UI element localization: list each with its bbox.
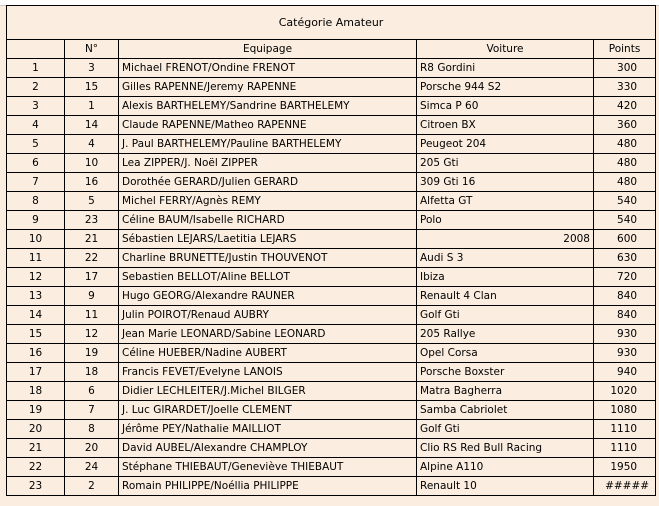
number-cell[interactable]: 1 <box>65 97 119 116</box>
car-cell[interactable]: Samba Cabriolet <box>417 401 594 420</box>
rank-cell[interactable]: 4 <box>7 116 65 135</box>
rank-cell[interactable]: 6 <box>7 154 65 173</box>
points-cell[interactable]: 840 <box>594 306 656 325</box>
table-row <box>7 325 656 344</box>
rank-cell[interactable]: 21 <box>7 439 65 458</box>
table-row <box>7 192 656 211</box>
header-number[interactable]: N° <box>65 40 119 59</box>
team-cell[interactable]: Alexis BARTHELEMY/Sandrine BARTHELEMY <box>119 97 417 116</box>
table-row <box>7 477 656 496</box>
car-cell[interactable]: Golf Gti <box>417 306 594 325</box>
number-cell[interactable]: 23 <box>65 211 119 230</box>
team-cell[interactable]: Dorothée GERARD/Julien GERARD <box>119 173 417 192</box>
number-cell[interactable]: 4 <box>65 135 119 154</box>
car-cell[interactable]: Ibiza <box>417 268 594 287</box>
number-cell[interactable]: 14 <box>65 116 119 135</box>
table-row <box>7 268 656 287</box>
car-cell[interactable]: 309 Gti 16 <box>417 173 594 192</box>
team-cell[interactable]: Jean Marie LEONARD/Sabine LEONARD <box>119 325 417 344</box>
car-cell[interactable]: 205 Gti <box>417 154 594 173</box>
car-cell[interactable]: Peugeot 204 <box>417 135 594 154</box>
team-cell[interactable]: Stéphane THIEBAUT/Geneviève THIEBAUT <box>119 458 417 477</box>
rank-cell[interactable]: 22 <box>7 458 65 477</box>
number-cell[interactable]: 9 <box>65 287 119 306</box>
table-row <box>7 97 656 116</box>
car-cell[interactable]: R8 Gordini <box>417 59 594 78</box>
header-row <box>7 40 656 59</box>
car-cell[interactable]: Renault 10 <box>417 477 594 496</box>
header-car[interactable]: Voiture <box>417 40 594 59</box>
points-cell[interactable]: 1110 <box>594 420 656 439</box>
number-cell[interactable]: 8 <box>65 420 119 439</box>
car-cell[interactable]: Porsche 944 S2 <box>417 78 594 97</box>
table-row <box>7 211 656 230</box>
points-cell[interactable]: 480 <box>594 154 656 173</box>
rank-cell[interactable]: 5 <box>7 135 65 154</box>
number-cell[interactable]: 6 <box>65 382 119 401</box>
rank-cell[interactable]: 23 <box>7 477 65 496</box>
points-cell[interactable]: 1950 <box>594 458 656 477</box>
table-row <box>7 306 656 325</box>
points-cell[interactable]: 540 <box>594 211 656 230</box>
points-cell[interactable]: 630 <box>594 249 656 268</box>
rank-cell[interactable]: 20 <box>7 420 65 439</box>
team-cell[interactable]: Céline BAUM/Isabelle RICHARD <box>119 211 417 230</box>
points-cell[interactable]: 360 <box>594 116 656 135</box>
car-cell[interactable]: Porsche Boxster <box>417 363 594 382</box>
team-cell[interactable]: Michel FERRY/Agnès REMY <box>119 192 417 211</box>
rank-cell[interactable]: 7 <box>7 173 65 192</box>
car-cell[interactable]: Renault 4 Clan <box>417 287 594 306</box>
number-cell[interactable]: 24 <box>65 458 119 477</box>
number-cell[interactable]: 18 <box>65 363 119 382</box>
car-cell[interactable]: Alpine A110 <box>417 458 594 477</box>
number-cell[interactable]: 16 <box>65 173 119 192</box>
number-cell[interactable]: 19 <box>65 344 119 363</box>
rank-cell[interactable]: 15 <box>7 325 65 344</box>
number-cell[interactable]: 10 <box>65 154 119 173</box>
rank-cell[interactable]: 11 <box>7 249 65 268</box>
table-row <box>7 363 656 382</box>
car-cell[interactable]: Alfetta GT <box>417 192 594 211</box>
table-row <box>7 382 656 401</box>
table-row <box>7 173 656 192</box>
rank-cell[interactable]: 1 <box>7 59 65 78</box>
points-cell[interactable]: 480 <box>594 135 656 154</box>
header-team[interactable]: Equipage <box>119 40 417 59</box>
table-row <box>7 116 656 135</box>
rank-cell[interactable]: 17 <box>7 363 65 382</box>
header-rank[interactable] <box>7 40 65 59</box>
team-cell[interactable]: Sebastien BELLOT/Aline BELLOT <box>119 268 417 287</box>
number-cell[interactable]: 7 <box>65 401 119 420</box>
number-cell[interactable]: 12 <box>65 325 119 344</box>
table-row <box>7 420 656 439</box>
number-cell[interactable]: 17 <box>65 268 119 287</box>
points-cell[interactable]: 1080 <box>594 401 656 420</box>
team-cell[interactable]: Sébastien LEJARS/Laetitia LEJARS <box>119 230 417 249</box>
car-cell[interactable]: 205 Rallye <box>417 325 594 344</box>
points-cell[interactable]: ##### <box>594 477 656 496</box>
rank-cell[interactable]: 10 <box>7 230 65 249</box>
car-cell[interactable]: Audi S 3 <box>417 249 594 268</box>
title-row <box>7 6 656 40</box>
team-cell[interactable]: Julin POIROT/Renaud AUBRY <box>119 306 417 325</box>
points-cell[interactable]: 720 <box>594 268 656 287</box>
header-points[interactable]: Points <box>594 40 656 59</box>
car-cell[interactable]: Opel Corsa <box>417 344 594 363</box>
table-row <box>7 59 656 78</box>
number-cell[interactable]: 15 <box>65 78 119 97</box>
table-row <box>7 78 656 97</box>
team-cell[interactable]: Céline HUEBER/Nadine AUBERT <box>119 344 417 363</box>
team-cell[interactable]: Lea ZIPPER/J. Noël ZIPPER <box>119 154 417 173</box>
points-cell[interactable]: 480 <box>594 173 656 192</box>
rank-cell[interactable]: 16 <box>7 344 65 363</box>
number-cell[interactable]: 11 <box>65 306 119 325</box>
points-cell[interactable]: 540 <box>594 192 656 211</box>
number-cell[interactable]: 3 <box>65 59 119 78</box>
car-cell[interactable]: Clio RS Red Bull Racing <box>417 439 594 458</box>
team-cell[interactable]: Claude RAPENNE/Matheo RAPENNE <box>119 116 417 135</box>
team-cell[interactable]: J. Luc GIRARDET/Joelle CLEMENT <box>119 401 417 420</box>
table-row <box>7 154 656 173</box>
number-cell[interactable]: 20 <box>65 439 119 458</box>
number-cell[interactable]: 21 <box>65 230 119 249</box>
table-row <box>7 439 656 458</box>
car-cell[interactable]: Golf Gti <box>417 420 594 439</box>
rank-cell[interactable]: 18 <box>7 382 65 401</box>
points-cell[interactable]: 940 <box>594 363 656 382</box>
points-cell[interactable]: 420 <box>594 97 656 116</box>
rank-cell[interactable]: 9 <box>7 211 65 230</box>
rank-cell[interactable]: 12 <box>7 268 65 287</box>
team-cell[interactable]: Romain PHILIPPE/Noéllia PHILIPPE <box>119 477 417 496</box>
table-row <box>7 401 656 420</box>
car-cell[interactable]: Polo <box>417 211 594 230</box>
car-cell[interactable]: Simca P 60 <box>417 97 594 116</box>
rank-cell[interactable]: 3 <box>7 97 65 116</box>
results-table <box>6 5 656 496</box>
points-cell[interactable]: 1020 <box>594 382 656 401</box>
team-cell[interactable]: Charline BRUNETTE/Justin THOUVENOT <box>119 249 417 268</box>
team-cell[interactable]: Francis FEVET/Evelyne LANOIS <box>119 363 417 382</box>
rank-cell[interactable]: 13 <box>7 287 65 306</box>
table-row <box>7 458 656 477</box>
table-row <box>7 135 656 154</box>
team-cell[interactable]: J. Paul BARTHELEMY/Pauline BARTHELEMY <box>119 135 417 154</box>
rank-cell[interactable]: 2 <box>7 78 65 97</box>
number-cell[interactable]: 5 <box>65 192 119 211</box>
table-row <box>7 344 656 363</box>
team-cell[interactable]: Michael FRENOT/Ondine FRENOT <box>119 59 417 78</box>
table-row <box>7 230 656 249</box>
points-cell[interactable]: 330 <box>594 78 656 97</box>
rank-cell[interactable]: 8 <box>7 192 65 211</box>
points-cell[interactable]: 600 <box>594 230 656 249</box>
points-cell[interactable]: 300 <box>594 59 656 78</box>
points-cell[interactable]: 930 <box>594 344 656 363</box>
points-cell[interactable]: 930 <box>594 325 656 344</box>
team-cell[interactable]: Jérôme PEY/Nathalie MAILLIOT <box>119 420 417 439</box>
rank-cell[interactable]: 14 <box>7 306 65 325</box>
table-row <box>7 287 656 306</box>
points-cell[interactable]: 1110 <box>594 439 656 458</box>
car-cell[interactable]: Citroen BX <box>417 116 594 135</box>
car-cell[interactable]: Matra Bagherra <box>417 382 594 401</box>
team-cell[interactable]: Didier LECHLEITER/J.Michel BILGER <box>119 382 417 401</box>
table-title[interactable]: Catégorie Amateur <box>7 6 656 40</box>
team-cell[interactable]: Hugo GEORG/Alexandre RAUNER <box>119 287 417 306</box>
team-cell[interactable]: David AUBEL/Alexandre CHAMPLOY <box>119 439 417 458</box>
car-cell[interactable]: 2008 <box>417 230 594 249</box>
points-cell[interactable]: 840 <box>594 287 656 306</box>
number-cell[interactable]: 2 <box>65 477 119 496</box>
number-cell[interactable]: 22 <box>65 249 119 268</box>
team-cell[interactable]: Gilles RAPENNE/Jeremy RAPENNE <box>119 78 417 97</box>
rank-cell[interactable]: 19 <box>7 401 65 420</box>
table-row <box>7 249 656 268</box>
